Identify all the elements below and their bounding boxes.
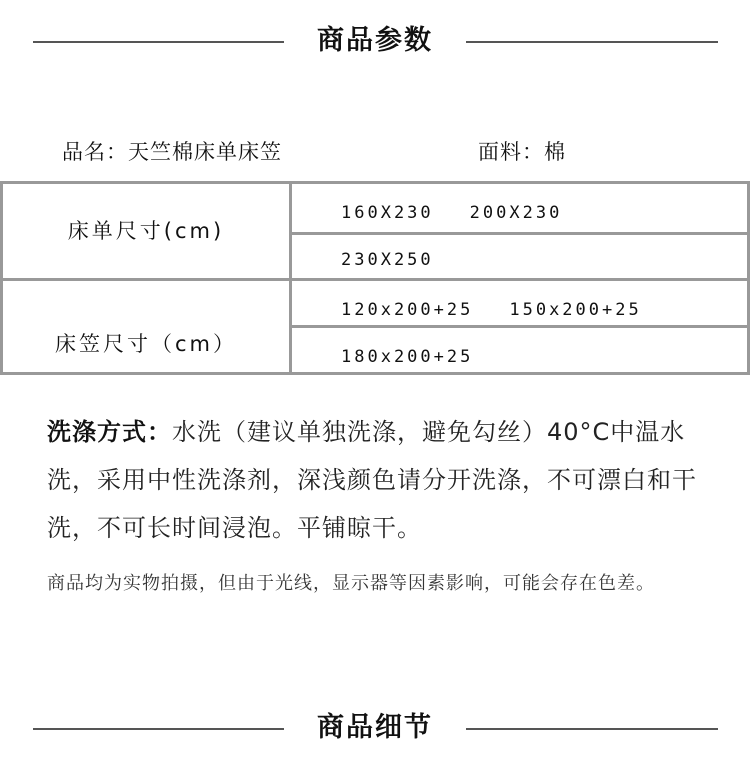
table-row <box>341 300 678 320</box>
section-title: 商品参数 <box>317 25 433 56</box>
product-name: 品名：天竺棉床单床笠 <box>62 140 282 164</box>
section-title: 商品细节 <box>317 712 433 743</box>
wash-label: 洗涤方式： <box>47 418 172 446</box>
wash-instructions <box>47 408 707 552</box>
color-note: 商品均为实物拍摄，但由于光线，显示器等因素影响，可能会存在色差。 <box>47 573 655 594</box>
size-value: 160X230 <box>341 203 434 223</box>
table-divider <box>292 232 747 235</box>
size-value: 230X250 <box>341 250 434 270</box>
table-row <box>341 250 470 270</box>
wash-text: 水洗（建议单独洗涤，避免勾丝）40°C中温水洗，采用中性洗涤剂，深浅颜色请分开洗涤，不可漂白和干洗，不可长时间浸泡。平铺晾干。 <box>47 418 697 542</box>
size-table <box>0 181 750 375</box>
table-divider <box>3 278 747 281</box>
section-header-params <box>0 21 750 61</box>
divider-right <box>466 728 718 730</box>
size-value: 200X230 <box>469 203 563 223</box>
table-row <box>341 203 598 223</box>
sheet-size-label: 床单尺寸(cm) <box>67 219 225 243</box>
fitted-size-label: 床笠尺寸（cm） <box>54 332 237 356</box>
table-row <box>341 347 509 367</box>
table-divider <box>292 325 747 328</box>
divider-right <box>466 41 718 43</box>
section-header-details <box>0 708 750 748</box>
size-value: 180x200+25 <box>341 347 474 367</box>
size-value: 120x200+25 <box>341 300 474 320</box>
product-fabric: 面料：棉 <box>478 140 566 164</box>
size-value: 150x200+25 <box>509 300 642 320</box>
